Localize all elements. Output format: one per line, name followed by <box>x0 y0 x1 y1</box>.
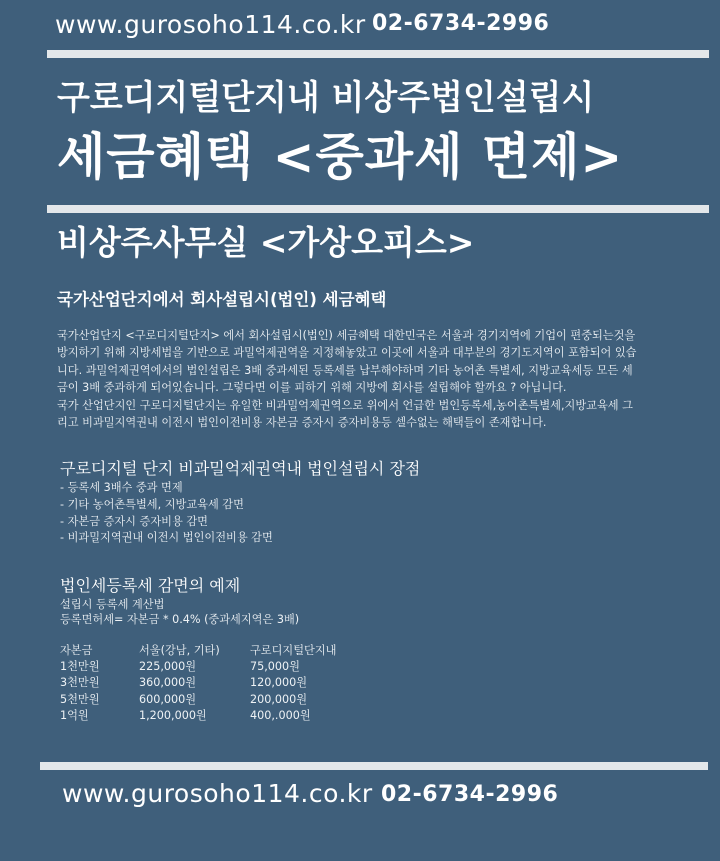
table-cell: 5천만원 <box>60 692 100 706</box>
table-row <box>60 692 336 708</box>
table-header-row <box>60 643 336 659</box>
intro-line: 방지하기 위해 지방세법을 기반으로 과밀억제권역을 지정해놓았고 이곳에 서울과 대부분의 경기도지역이 포함되어 있습 <box>57 346 637 360</box>
list-item: - 등록세 3배수 중과 면제 <box>60 481 183 494</box>
footer-url[interactable]: www.gurosoho114.co.kr <box>62 779 373 808</box>
footer-phone[interactable]: 02-6734-2996 <box>381 782 559 807</box>
header-url[interactable]: www.gurosoho114.co.kr <box>55 10 366 39</box>
intro-line: 금이 3배 중과하게 되어있습니다. 그렇다면 이를 피하기 위해 지방에 회사를 설립해야 할까요 ? 아닙니다. <box>57 381 567 395</box>
table-cell: 225,000원 <box>139 660 197 674</box>
table-row <box>60 675 336 691</box>
title-divider <box>47 205 709 213</box>
table-cell: 3천만원 <box>60 676 100 690</box>
list-item: - 비과밀지역권내 이전시 법인이전비용 감면 <box>60 531 273 545</box>
intro-line: 니다. 과밀억제권역에서의 법인설립은 3배 중과세된 등록세를 납부해야하며 기타 농어촌 특별세, 지방교육세등 모든 세 <box>57 363 633 377</box>
intro-line: 리고 비과밀지역권내 이전시 법인이전비용 자본금 증자시 증자비용등 셀수없는 해택들이 존재합니다. <box>57 416 547 430</box>
table-cell: 200,000원 <box>250 692 308 706</box>
example-formula-label: 설립시 등록세 계산법 <box>60 598 165 611</box>
table-header: 자본금 <box>60 644 93 657</box>
intro-paragraph <box>57 327 712 431</box>
table-cell: 1천만원 <box>60 660 100 674</box>
tax-comparison-table <box>60 643 336 724</box>
subtitle: 비상주사무실 <가상오피스> <box>57 223 475 262</box>
table-row <box>60 708 336 724</box>
intro-line: 국가산업단지 <구로디지털단지> 에서 회사설립시(법인) 세금혜택 대한민국은 서울과 경기지역에 기업이 편중되는것을 <box>57 329 636 342</box>
table-cell: 360,000원 <box>139 676 197 690</box>
table-row <box>60 659 336 675</box>
table-header: 서울(강남, 기타) <box>139 644 220 657</box>
header-phone[interactable]: 02-6734-2996 <box>372 11 550 36</box>
table-cell: 1,200,000원 <box>139 708 207 722</box>
benefits-heading: 구로디지털 단지 비과밀억제권역내 법인설립시 장점 <box>60 459 421 478</box>
table-cell: 400,.000원 <box>250 708 311 722</box>
benefits-list <box>60 480 273 547</box>
title-line2: 세금혜택 <중과세 면제> <box>57 128 624 186</box>
table-header: 구로디지털단지내 <box>250 644 337 657</box>
bottom-divider <box>40 762 708 770</box>
table-cell: 1억원 <box>60 708 89 722</box>
table-cell: 75,000원 <box>250 660 300 674</box>
list-item: - 기타 농어촌특별세, 지방교육세 감면 <box>60 497 244 511</box>
title-line1: 구로디지털단지내 비상주법인설립시 <box>57 78 595 118</box>
top-divider <box>47 50 709 58</box>
list-item: - 자본금 증자시 증자비용 감면 <box>60 514 208 528</box>
section-heading: 국가산업단지에서 회사설립시(법인) 세금혜택 <box>57 290 387 309</box>
table-cell: 120,000원 <box>250 676 308 690</box>
example-formula: 등록면허세= 자본금 * 0.4% (중과세지역은 3배) <box>60 613 300 626</box>
table-cell: 600,000원 <box>139 692 197 706</box>
intro-line: 국가 산업단지인 구로디지털단지는 유일한 비과밀억제권역으로 위에서 언급한 법인등록세,농어촌특별세,지방교육세 그 <box>57 398 633 412</box>
example-heading: 법인세등록세 감면의 예제 <box>60 576 241 595</box>
